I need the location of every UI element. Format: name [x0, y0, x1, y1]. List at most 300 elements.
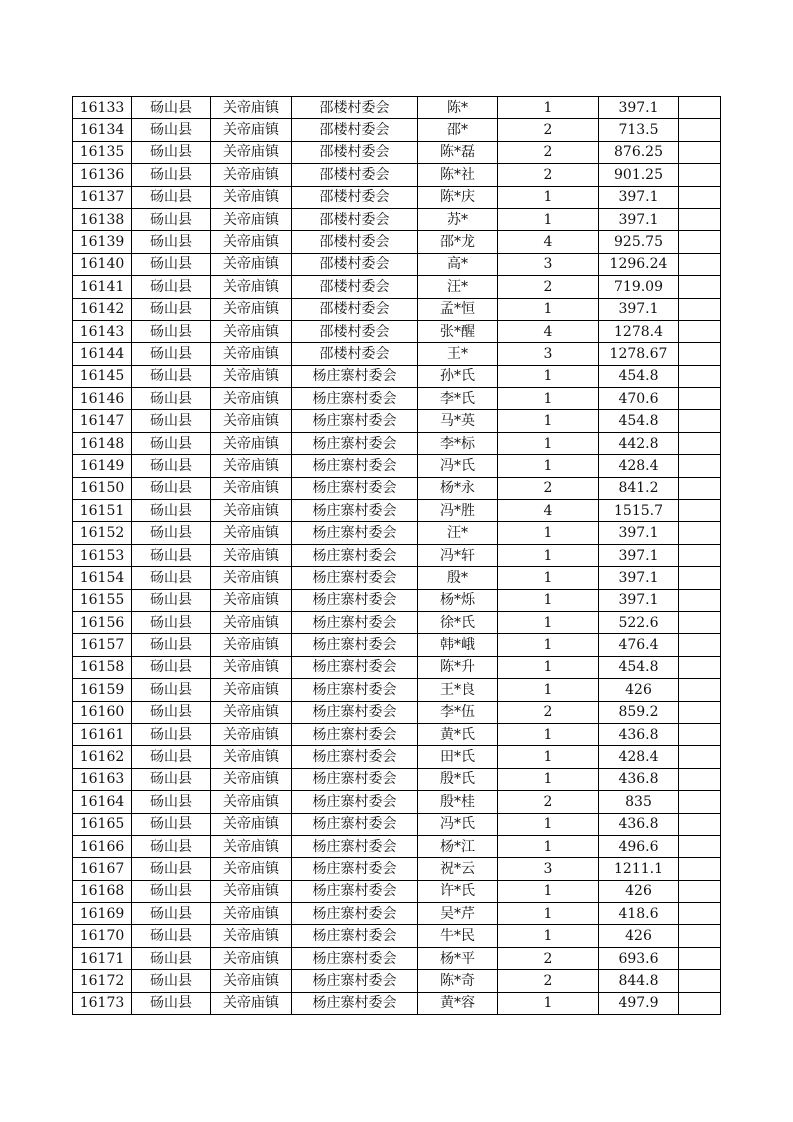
cell-village: 杨庄寨村委会 [292, 410, 418, 432]
cell-name: 李*伍 [418, 701, 498, 723]
cell-name: 冯*氏 [418, 813, 498, 835]
cell-amount: 426 [599, 679, 679, 701]
table-row [73, 611, 721, 633]
cell-county: 砀山县 [132, 813, 211, 835]
cell-count: 1 [498, 723, 599, 745]
cell-empty [679, 925, 721, 947]
cell-name: 陈*奇 [418, 970, 498, 992]
cell-amount: 426 [599, 880, 679, 902]
cell-id: 16153 [73, 544, 132, 566]
cell-county: 砀山县 [132, 835, 211, 857]
table-row [73, 119, 721, 141]
cell-id: 16160 [73, 701, 132, 723]
table-row [73, 791, 721, 813]
cell-amount: 454.8 [599, 656, 679, 678]
cell-id: 16134 [73, 119, 132, 141]
cell-village: 杨庄寨村委会 [292, 723, 418, 745]
cell-count: 2 [498, 947, 599, 969]
table-row [73, 970, 721, 992]
cell-count: 1 [498, 432, 599, 454]
cell-town: 关帝庙镇 [211, 208, 292, 230]
cell-amount: 397.1 [599, 97, 679, 119]
cell-village: 杨庄寨村委会 [292, 455, 418, 477]
cell-village: 杨庄寨村委会 [292, 768, 418, 790]
cell-count: 1 [498, 298, 599, 320]
cell-id: 16139 [73, 231, 132, 253]
cell-empty [679, 544, 721, 566]
cell-town: 关帝庙镇 [211, 679, 292, 701]
cell-town: 关帝庙镇 [211, 567, 292, 589]
cell-town: 关帝庙镇 [211, 903, 292, 925]
cell-empty [679, 208, 721, 230]
table-row [73, 679, 721, 701]
cell-amount: 901.25 [599, 164, 679, 186]
cell-county: 砀山县 [132, 253, 211, 275]
cell-name: 李*氏 [418, 388, 498, 410]
cell-amount: 428.4 [599, 746, 679, 768]
table-row [73, 253, 721, 275]
cell-village: 杨庄寨村委会 [292, 791, 418, 813]
cell-count: 2 [498, 276, 599, 298]
cell-count: 2 [498, 119, 599, 141]
cell-id: 16151 [73, 500, 132, 522]
cell-empty [679, 522, 721, 544]
cell-count: 2 [498, 141, 599, 163]
cell-id: 16146 [73, 388, 132, 410]
cell-county: 砀山县 [132, 970, 211, 992]
cell-name: 苏* [418, 208, 498, 230]
cell-county: 砀山县 [132, 455, 211, 477]
cell-village: 邵楼村委会 [292, 298, 418, 320]
cell-count: 1 [498, 903, 599, 925]
cell-empty [679, 298, 721, 320]
cell-county: 砀山县 [132, 410, 211, 432]
cell-empty [679, 723, 721, 745]
cell-town: 关帝庙镇 [211, 813, 292, 835]
cell-count: 1 [498, 634, 599, 656]
cell-county: 砀山县 [132, 522, 211, 544]
cell-amount: 454.8 [599, 365, 679, 387]
cell-id: 16142 [73, 298, 132, 320]
cell-empty [679, 611, 721, 633]
cell-village: 邵楼村委会 [292, 343, 418, 365]
cell-county: 砀山县 [132, 880, 211, 902]
data-table [72, 96, 721, 1015]
cell-county: 砀山县 [132, 500, 211, 522]
cell-name: 陈*磊 [418, 141, 498, 163]
cell-name: 田*氏 [418, 746, 498, 768]
cell-count: 2 [498, 791, 599, 813]
cell-county: 砀山县 [132, 164, 211, 186]
cell-village: 杨庄寨村委会 [292, 746, 418, 768]
cell-name: 吴*芹 [418, 903, 498, 925]
cell-town: 关帝庙镇 [211, 186, 292, 208]
cell-amount: 841.2 [599, 477, 679, 499]
cell-town: 关帝庙镇 [211, 500, 292, 522]
cell-town: 关帝庙镇 [211, 701, 292, 723]
cell-town: 关帝庙镇 [211, 410, 292, 432]
cell-amount: 496.6 [599, 835, 679, 857]
cell-village: 杨庄寨村委会 [292, 813, 418, 835]
cell-county: 砀山县 [132, 141, 211, 163]
cell-name: 邵* [418, 119, 498, 141]
cell-empty [679, 455, 721, 477]
cell-name: 黄*容 [418, 992, 498, 1014]
cell-county: 砀山县 [132, 634, 211, 656]
cell-count: 1 [498, 611, 599, 633]
table-row [73, 141, 721, 163]
cell-town: 关帝庙镇 [211, 522, 292, 544]
cell-village: 杨庄寨村委会 [292, 947, 418, 969]
cell-count: 2 [498, 701, 599, 723]
cell-id: 16161 [73, 723, 132, 745]
cell-village: 邵楼村委会 [292, 231, 418, 253]
cell-empty [679, 231, 721, 253]
cell-town: 关帝庙镇 [211, 723, 292, 745]
cell-id: 16137 [73, 186, 132, 208]
cell-village: 邵楼村委会 [292, 164, 418, 186]
cell-amount: 693.6 [599, 947, 679, 969]
cell-amount: 397.1 [599, 208, 679, 230]
cell-id: 16136 [73, 164, 132, 186]
cell-count: 1 [498, 365, 599, 387]
cell-empty [679, 746, 721, 768]
cell-town: 关帝庙镇 [211, 477, 292, 499]
cell-count: 1 [498, 746, 599, 768]
table-row [73, 410, 721, 432]
table-row [73, 500, 721, 522]
cell-village: 邵楼村委会 [292, 186, 418, 208]
cell-county: 砀山县 [132, 298, 211, 320]
table-row [73, 903, 721, 925]
cell-town: 关帝庙镇 [211, 343, 292, 365]
cell-amount: 397.1 [599, 186, 679, 208]
cell-town: 关帝庙镇 [211, 164, 292, 186]
cell-village: 杨庄寨村委会 [292, 611, 418, 633]
table-row [73, 701, 721, 723]
table-row [73, 835, 721, 857]
cell-name: 冯*胜 [418, 500, 498, 522]
cell-count: 1 [498, 455, 599, 477]
cell-village: 邵楼村委会 [292, 119, 418, 141]
cell-village: 邵楼村委会 [292, 253, 418, 275]
cell-id: 16166 [73, 835, 132, 857]
cell-id: 16144 [73, 343, 132, 365]
cell-amount: 719.09 [599, 276, 679, 298]
cell-id: 16170 [73, 925, 132, 947]
cell-empty [679, 992, 721, 1014]
cell-county: 砀山县 [132, 947, 211, 969]
cell-town: 关帝庙镇 [211, 947, 292, 969]
table-row [73, 276, 721, 298]
cell-town: 关帝庙镇 [211, 880, 292, 902]
cell-village: 邵楼村委会 [292, 97, 418, 119]
cell-empty [679, 253, 721, 275]
cell-id: 16135 [73, 141, 132, 163]
cell-county: 砀山县 [132, 276, 211, 298]
cell-empty [679, 768, 721, 790]
table-row [73, 343, 721, 365]
cell-village: 杨庄寨村委会 [292, 365, 418, 387]
cell-id: 16157 [73, 634, 132, 656]
cell-county: 砀山县 [132, 701, 211, 723]
cell-county: 砀山县 [132, 992, 211, 1014]
cell-name: 杨*平 [418, 947, 498, 969]
cell-empty [679, 835, 721, 857]
cell-empty [679, 903, 721, 925]
cell-empty [679, 186, 721, 208]
cell-name: 许*氏 [418, 880, 498, 902]
cell-empty [679, 119, 721, 141]
cell-town: 关帝庙镇 [211, 589, 292, 611]
cell-name: 祝*云 [418, 858, 498, 880]
cell-village: 邵楼村委会 [292, 320, 418, 342]
cell-county: 砀山县 [132, 119, 211, 141]
cell-id: 16143 [73, 320, 132, 342]
cell-count: 1 [498, 835, 599, 857]
cell-town: 关帝庙镇 [211, 432, 292, 454]
cell-name: 殷* [418, 567, 498, 589]
cell-town: 关帝庙镇 [211, 835, 292, 857]
table-row [73, 164, 721, 186]
cell-village: 杨庄寨村委会 [292, 701, 418, 723]
table-row [73, 231, 721, 253]
cell-count: 1 [498, 410, 599, 432]
cell-county: 砀山县 [132, 723, 211, 745]
table-row [73, 544, 721, 566]
cell-village: 杨庄寨村委会 [292, 522, 418, 544]
cell-village: 杨庄寨村委会 [292, 925, 418, 947]
cell-amount: 436.8 [599, 723, 679, 745]
cell-amount: 428.4 [599, 455, 679, 477]
cell-name: 殷*氏 [418, 768, 498, 790]
cell-name: 陈*升 [418, 656, 498, 678]
cell-town: 关帝庙镇 [211, 97, 292, 119]
cell-empty [679, 276, 721, 298]
table-row [73, 522, 721, 544]
cell-town: 关帝庙镇 [211, 298, 292, 320]
cell-id: 16171 [73, 947, 132, 969]
table-row [73, 992, 721, 1014]
cell-village: 杨庄寨村委会 [292, 880, 418, 902]
cell-amount: 436.8 [599, 768, 679, 790]
cell-empty [679, 388, 721, 410]
cell-name: 牛*民 [418, 925, 498, 947]
cell-county: 砀山县 [132, 388, 211, 410]
cell-village: 杨庄寨村委会 [292, 432, 418, 454]
cell-county: 砀山县 [132, 656, 211, 678]
cell-amount: 426 [599, 925, 679, 947]
cell-county: 砀山县 [132, 186, 211, 208]
cell-id: 16165 [73, 813, 132, 835]
cell-village: 杨庄寨村委会 [292, 567, 418, 589]
cell-town: 关帝庙镇 [211, 634, 292, 656]
cell-name: 徐*氏 [418, 611, 498, 633]
cell-id: 16147 [73, 410, 132, 432]
cell-empty [679, 410, 721, 432]
cell-id: 16150 [73, 477, 132, 499]
cell-name: 高* [418, 253, 498, 275]
cell-amount: 713.5 [599, 119, 679, 141]
cell-amount: 397.1 [599, 567, 679, 589]
cell-village: 杨庄寨村委会 [292, 634, 418, 656]
cell-id: 16156 [73, 611, 132, 633]
cell-id: 16155 [73, 589, 132, 611]
cell-count: 1 [498, 208, 599, 230]
cell-county: 砀山县 [132, 320, 211, 342]
cell-village: 杨庄寨村委会 [292, 679, 418, 701]
cell-name: 李*标 [418, 432, 498, 454]
cell-count: 3 [498, 343, 599, 365]
cell-amount: 497.9 [599, 992, 679, 1014]
cell-town: 关帝庙镇 [211, 791, 292, 813]
cell-empty [679, 656, 721, 678]
cell-amount: 454.8 [599, 410, 679, 432]
cell-name: 杨*江 [418, 835, 498, 857]
cell-village: 杨庄寨村委会 [292, 388, 418, 410]
cell-amount: 470.6 [599, 388, 679, 410]
cell-count: 1 [498, 656, 599, 678]
cell-village: 邵楼村委会 [292, 276, 418, 298]
cell-id: 16138 [73, 208, 132, 230]
cell-id: 16145 [73, 365, 132, 387]
cell-town: 关帝庙镇 [211, 455, 292, 477]
cell-empty [679, 970, 721, 992]
cell-empty [679, 947, 721, 969]
cell-empty [679, 500, 721, 522]
cell-id: 16159 [73, 679, 132, 701]
cell-county: 砀山县 [132, 858, 211, 880]
cell-id: 16149 [73, 455, 132, 477]
cell-county: 砀山县 [132, 97, 211, 119]
cell-count: 1 [498, 880, 599, 902]
cell-empty [679, 858, 721, 880]
cell-county: 砀山县 [132, 903, 211, 925]
cell-town: 关帝庙镇 [211, 970, 292, 992]
cell-county: 砀山县 [132, 746, 211, 768]
cell-village: 杨庄寨村委会 [292, 544, 418, 566]
cell-count: 2 [498, 970, 599, 992]
cell-town: 关帝庙镇 [211, 992, 292, 1014]
table-row [73, 925, 721, 947]
cell-count: 1 [498, 925, 599, 947]
cell-amount: 397.1 [599, 544, 679, 566]
cell-amount: 436.8 [599, 813, 679, 835]
cell-count: 1 [498, 567, 599, 589]
cell-county: 砀山县 [132, 231, 211, 253]
cell-empty [679, 567, 721, 589]
cell-amount: 876.25 [599, 141, 679, 163]
cell-name: 陈*庆 [418, 186, 498, 208]
cell-empty [679, 880, 721, 902]
cell-amount: 418.6 [599, 903, 679, 925]
table-row [73, 768, 721, 790]
cell-amount: 442.8 [599, 432, 679, 454]
table-row [73, 723, 721, 745]
cell-count: 1 [498, 813, 599, 835]
table-row [73, 298, 721, 320]
table-row [73, 634, 721, 656]
cell-id: 16169 [73, 903, 132, 925]
cell-name: 韩*峨 [418, 634, 498, 656]
table-row [73, 656, 721, 678]
cell-empty [679, 164, 721, 186]
table-row [73, 186, 721, 208]
cell-county: 砀山县 [132, 589, 211, 611]
cell-village: 邵楼村委会 [292, 141, 418, 163]
cell-town: 关帝庙镇 [211, 253, 292, 275]
cell-count: 4 [498, 231, 599, 253]
cell-name: 黄*氏 [418, 723, 498, 745]
cell-town: 关帝庙镇 [211, 925, 292, 947]
cell-village: 杨庄寨村委会 [292, 992, 418, 1014]
table-row [73, 567, 721, 589]
cell-town: 关帝庙镇 [211, 611, 292, 633]
cell-town: 关帝庙镇 [211, 320, 292, 342]
cell-county: 砀山县 [132, 343, 211, 365]
cell-village: 杨庄寨村委会 [292, 903, 418, 925]
cell-county: 砀山县 [132, 208, 211, 230]
cell-count: 2 [498, 477, 599, 499]
cell-empty [679, 477, 721, 499]
cell-name: 王* [418, 343, 498, 365]
cell-id: 16141 [73, 276, 132, 298]
cell-village: 邵楼村委会 [292, 208, 418, 230]
table-row [73, 477, 721, 499]
cell-id: 16164 [73, 791, 132, 813]
cell-id: 16154 [73, 567, 132, 589]
cell-village: 杨庄寨村委会 [292, 589, 418, 611]
cell-amount: 844.8 [599, 970, 679, 992]
cell-village: 杨庄寨村委会 [292, 656, 418, 678]
cell-id: 16158 [73, 656, 132, 678]
cell-count: 2 [498, 164, 599, 186]
cell-village: 杨庄寨村委会 [292, 835, 418, 857]
cell-amount: 925.75 [599, 231, 679, 253]
cell-county: 砀山县 [132, 791, 211, 813]
cell-town: 关帝庙镇 [211, 544, 292, 566]
cell-town: 关帝庙镇 [211, 768, 292, 790]
cell-county: 砀山县 [132, 679, 211, 701]
cell-amount: 1278.67 [599, 343, 679, 365]
cell-name: 孟*恒 [418, 298, 498, 320]
cell-empty [679, 791, 721, 813]
cell-amount: 835 [599, 791, 679, 813]
cell-village: 杨庄寨村委会 [292, 477, 418, 499]
table-row [73, 388, 721, 410]
cell-count: 1 [498, 388, 599, 410]
cell-town: 关帝庙镇 [211, 746, 292, 768]
cell-name: 张*醒 [418, 320, 498, 342]
cell-amount: 1296.24 [599, 253, 679, 275]
cell-amount: 859.2 [599, 701, 679, 723]
cell-empty [679, 701, 721, 723]
cell-county: 砀山县 [132, 567, 211, 589]
cell-count: 4 [498, 320, 599, 342]
cell-name: 殷*桂 [418, 791, 498, 813]
cell-name: 杨*永 [418, 477, 498, 499]
table-row [73, 947, 721, 969]
cell-county: 砀山县 [132, 477, 211, 499]
cell-name: 王*良 [418, 679, 498, 701]
table-row [73, 208, 721, 230]
cell-id: 16168 [73, 880, 132, 902]
cell-name: 马*英 [418, 410, 498, 432]
cell-count: 1 [498, 768, 599, 790]
cell-id: 16167 [73, 858, 132, 880]
cell-count: 3 [498, 858, 599, 880]
cell-county: 砀山县 [132, 925, 211, 947]
